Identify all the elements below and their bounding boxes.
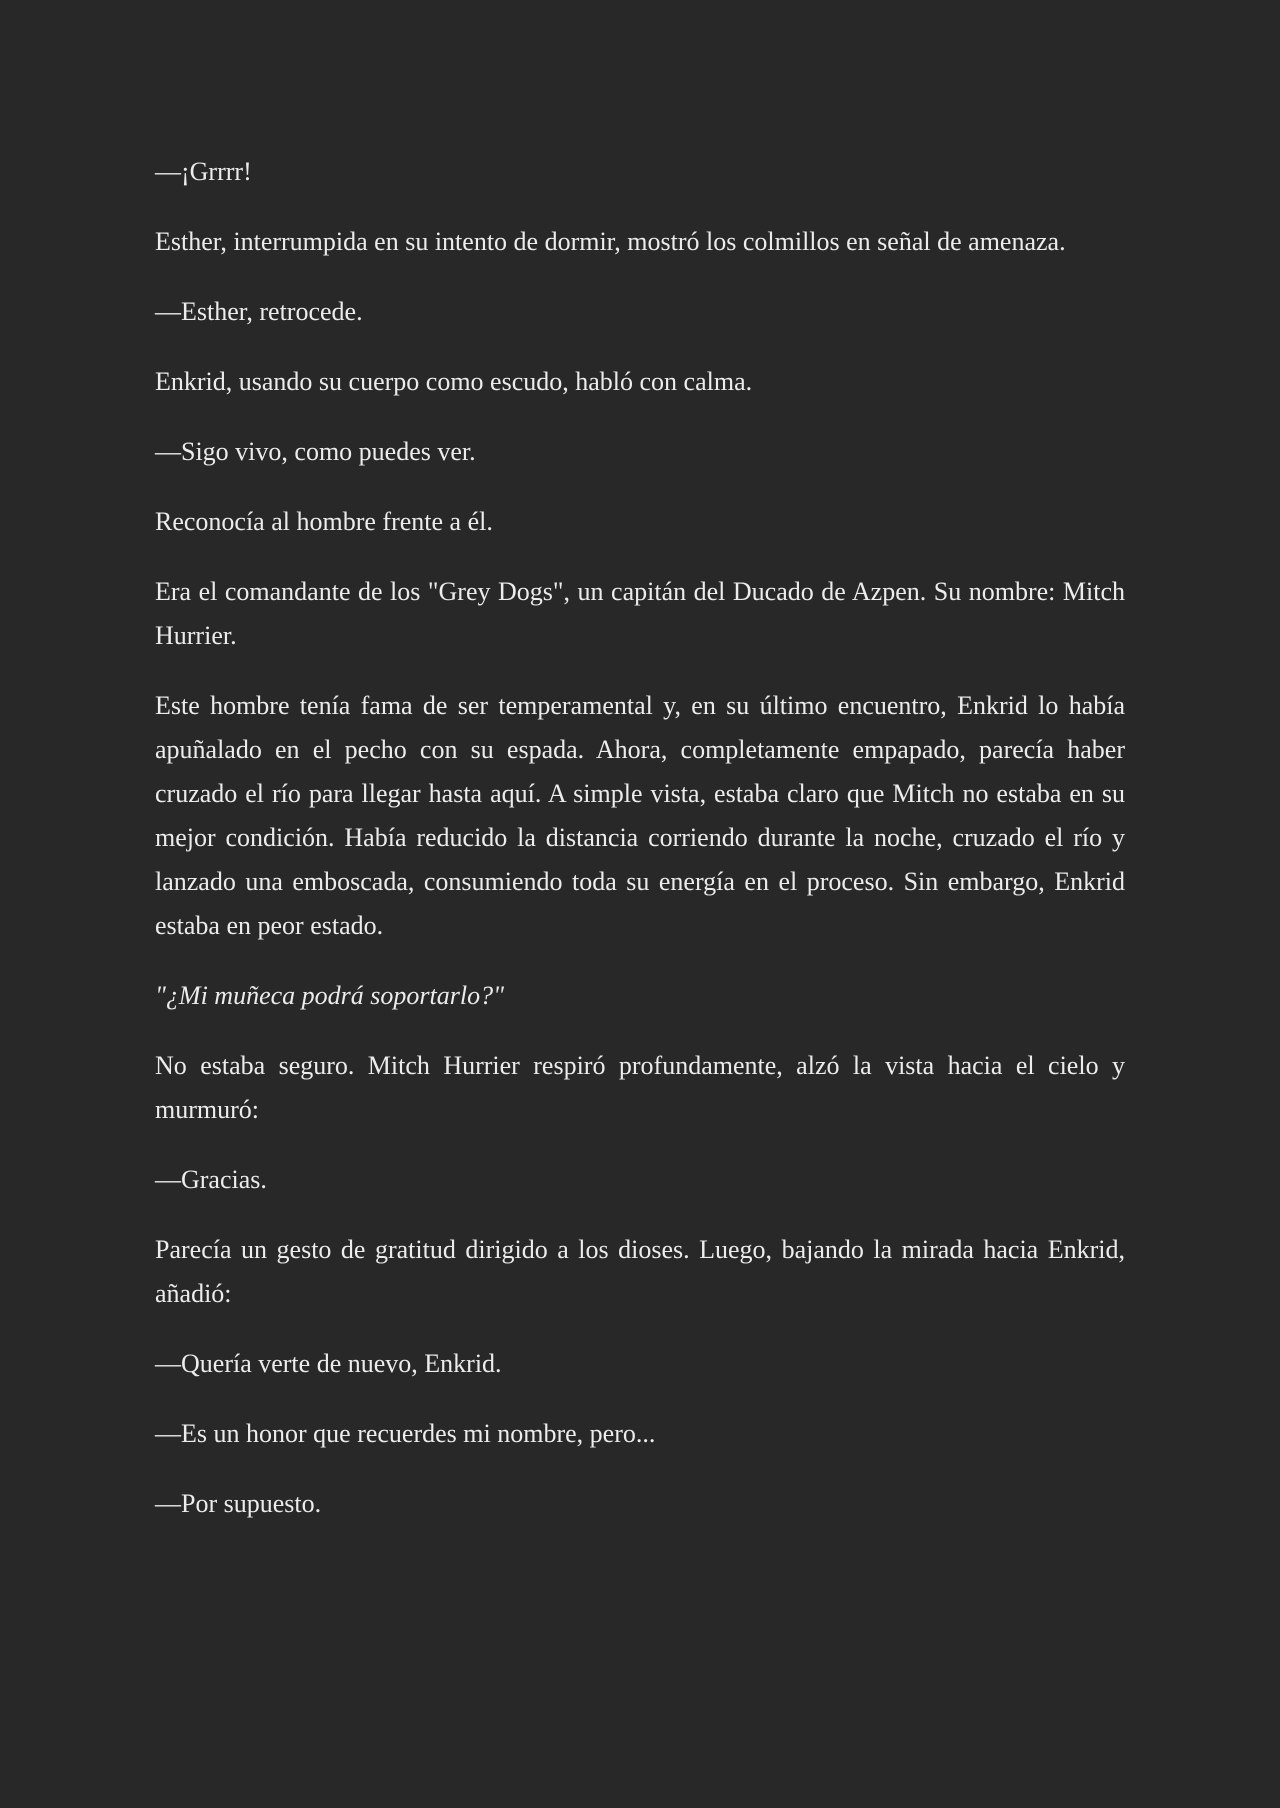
- narration-paragraph: Reconocía al hombre frente a él.: [155, 507, 493, 536]
- narration-paragraph: Enkrid, usando su cuerpo como escudo, habló con calma.: [155, 367, 753, 396]
- dialogue-paragraph: —Gracias.: [155, 1165, 267, 1194]
- dialogue-paragraph: —Esther, retrocede.: [155, 297, 363, 326]
- narration-paragraph: No estaba seguro. Mitch Hurrier respiró profundamente, alzó la vista hacia el cielo y murmuró:: [155, 1051, 1125, 1124]
- thought-paragraph: "¿Mi muñeca podrá soportarlo?": [155, 981, 504, 1010]
- dialogue-paragraph: —Quería verte de nuevo, Enkrid.: [155, 1349, 502, 1378]
- narration-paragraph: Esther, interrumpida en su intento de dormir, mostró los colmillos en señal de amenaza.: [155, 227, 1066, 256]
- reader-content: [155, 150, 1125, 1526]
- dialogue-paragraph: —¡Grrrr!: [155, 157, 252, 186]
- dialogue-paragraph: —Por supuesto.: [155, 1489, 322, 1518]
- narration-paragraph: Era el comandante de los "Grey Dogs", un capitán del Ducado de Azpen. Su nombre: Mitch Hurrier.: [155, 577, 1125, 650]
- dialogue-paragraph: —Es un honor que recuerdes mi nombre, pero...: [155, 1419, 656, 1448]
- narration-paragraph: Parecía un gesto de gratitud dirigido a los dioses. Luego, bajando la mirada hacia Enkrid, añadió:: [155, 1235, 1125, 1308]
- dialogue-paragraph: —Sigo vivo, como puedes ver.: [155, 437, 476, 466]
- narration-paragraph: Este hombre tenía fama de ser temperamental y, en su último encuentro, Enkrid lo había apuñalado en el pecho con su espada. Ahora, completamente empapado, parecía haber cruzado el río para llegar hasta aquí. A simple vista, estaba claro que Mitch no estaba en su mejor condición. Había reducido la distancia corriendo durante la noche, cruzado el río y lanzado una emboscada, consumiendo toda su energía en el proceso. Sin embargo, Enkrid estaba en peor estado.: [155, 691, 1125, 940]
